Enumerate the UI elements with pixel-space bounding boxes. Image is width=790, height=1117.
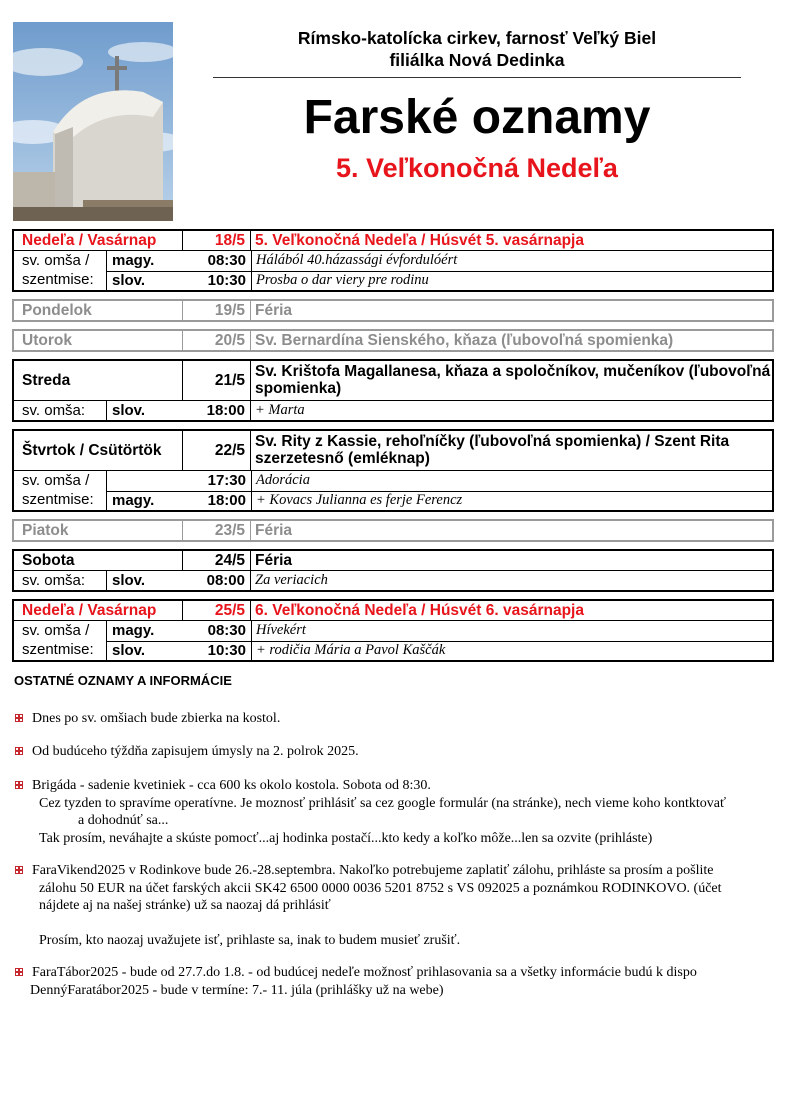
mass-time: 18:00 <box>206 402 245 419</box>
day-feast: Sv. Rity z Kassie, rehoľníčky (ľubovoľná spomienka) / Szent Rita szerzetesnő (emléknap) <box>250 431 772 470</box>
day-header <box>14 331 772 350</box>
note-text: Tak prosím, neváhajte a skúste pomocť...aj hodinka postačí...kto kedy a koľko môže...len sa ozvite (prihláste) <box>39 830 653 846</box>
day-name: Nedeľa / Vasárnap <box>22 602 157 619</box>
mass-language: magy. <box>112 252 155 269</box>
mass-row <box>106 491 772 510</box>
note-item <box>15 964 765 999</box>
mass-list <box>106 251 772 290</box>
note-text: zálohu 50 EUR na účet farských akcii SK42 6500 0000 0036 5201 8752 s VS 092025 a poznámkou RODINKOVO. (účet <box>39 880 722 896</box>
mass-time: 08:30 <box>207 622 246 639</box>
day-date: 25/5 <box>182 601 250 620</box>
note-text: Cez tyzden to spravíme operatívne. Je moznosť prihlásiť sa cez google formulár (na stránke), nech vieme koho kontktovať <box>39 795 727 811</box>
mass-label-hu: szentmise: <box>22 491 94 508</box>
mass-row <box>14 401 772 420</box>
mass-intention: Prosba o dar viery pre rodinu <box>251 271 772 290</box>
day-feast: Sv. Krištofa Magallanesa, kňaza a spoločníkov, mučeníkov (ľubovoľná spomienka) <box>250 361 772 400</box>
church-photo <box>13 22 173 221</box>
cross-bullet-icon <box>15 781 23 789</box>
note-item <box>15 743 765 761</box>
mass-row <box>106 251 772 272</box>
mass-label <box>14 621 106 660</box>
mass-rows <box>14 621 772 660</box>
day-date: 24/5 <box>182 551 250 570</box>
mass-time: 08:30 <box>207 252 246 269</box>
note-text: FaraVikend2025 v Rodinkove bude 26.-28.septembra. Nakoľko potrebujeme zaplatiť zálohu, prihláste sa prosím a pošlite <box>32 863 714 878</box>
note-text: nájdete aj na našej stránke) už sa naozaj dá prihlásiť <box>39 898 331 913</box>
schedule-day-wednesday <box>12 359 774 422</box>
day-header <box>14 551 772 571</box>
mass-list <box>106 621 772 660</box>
mass-intention: Hálából 40.házassági évfordulóért <box>251 251 772 271</box>
mass-time: 17:30 <box>207 472 246 489</box>
mass-label: sv. omša: <box>22 572 86 589</box>
day-name: Streda <box>22 371 71 389</box>
day-date: 19/5 <box>182 301 250 320</box>
day-date: 22/5 <box>182 431 250 470</box>
mass-row <box>106 621 772 642</box>
day-header <box>14 231 772 251</box>
schedule-day-tuesday <box>12 329 774 352</box>
cross-bullet-icon <box>15 747 23 755</box>
day-name: Utorok <box>22 332 72 349</box>
mass-intention: Za veriacich <box>250 571 772 590</box>
mass-rows <box>14 251 772 290</box>
mass-language: slov. <box>112 272 146 289</box>
note-text: DennýFaratábor2025 - bude v termíne: 7.- 11. júla (prihlášky už na webe) <box>30 982 444 998</box>
mass-time: 10:30 <box>207 642 246 659</box>
mass-language: slov. <box>106 571 180 590</box>
cross-bullet-icon <box>15 714 23 722</box>
mass-label <box>14 471 106 510</box>
note-text: a dohodnúť sa... <box>78 813 169 828</box>
mass-language: slov. <box>112 642 146 659</box>
day-name: Piatok <box>22 522 69 539</box>
day-header <box>14 521 772 540</box>
mass-time: 08:00 <box>206 572 245 589</box>
mass-time: 18:00 <box>207 492 246 509</box>
mass-row <box>106 471 772 492</box>
mass-label-hu: szentmise: <box>22 641 94 658</box>
day-header <box>14 431 772 471</box>
day-header <box>14 301 772 320</box>
note-item <box>15 710 765 728</box>
mass-label-sk: sv. omša / <box>22 472 90 489</box>
day-header <box>14 361 772 401</box>
day-feast: Féria <box>250 301 772 320</box>
day-date: 23/5 <box>182 521 250 540</box>
mass-rows <box>14 471 772 510</box>
note-text: Brigáda - sadenie kvetiniek - cca 600 ks okolo kostola. Sobota od 8:30. <box>32 778 431 793</box>
parish-name: Rímsko-katolícka cirkev, farnosť Veľký Biel <box>297 28 657 48</box>
mass-intention: Hívekért <box>251 621 772 641</box>
day-date: 18/5 <box>182 231 250 250</box>
mass-intention: + Marta <box>250 401 772 420</box>
filial-name: filiálka Nová Dedinka <box>389 50 565 70</box>
schedule-day-thursday <box>12 429 774 512</box>
mass-label <box>14 251 106 290</box>
mass-row <box>14 571 772 590</box>
day-name: Nedeľa / Vasárnap <box>22 232 157 249</box>
mass-label-hu: szentmise: <box>22 271 94 288</box>
schedule-day-sunday-18 <box>12 229 774 292</box>
mass-row <box>106 271 772 290</box>
header-divider <box>213 77 741 78</box>
day-name: Pondelok <box>22 302 92 319</box>
mass-language: slov. <box>106 401 180 420</box>
day-date: 20/5 <box>182 331 250 350</box>
schedule-day-sunday-25 <box>12 599 774 662</box>
day-feast: Féria <box>250 521 772 540</box>
schedule-day-monday <box>12 299 774 322</box>
mass-time: 10:30 <box>207 272 246 289</box>
mass-intention: Adorácia <box>251 471 772 491</box>
cross-bullet-icon <box>15 968 23 976</box>
schedule-day-friday <box>12 519 774 542</box>
day-feast: 5. Veľkonočná Nedeľa / Húsvét 5. vasárnapja <box>250 231 772 250</box>
mass-language: magy. <box>112 622 155 639</box>
mass-list <box>106 471 772 510</box>
schedule-day-saturday <box>12 549 774 592</box>
note-text: FaraTábor2025 - bude od 27.7.do 1.8. - od budúcej nedeľe možnosť prihlasovania sa a všetky informácie budú k dispo <box>32 965 697 980</box>
mass-label: sv. omša: <box>22 402 86 419</box>
notes-heading: OSTATNÉ OZNAMY A INFORMÁCIE <box>14 673 232 688</box>
mass-language <box>107 471 181 491</box>
day-date: 21/5 <box>182 361 250 400</box>
day-feast: Féria <box>250 551 772 570</box>
mass-label-sk: sv. omša / <box>22 622 90 639</box>
note-text: Prosím, kto naozaj uvažujete isť, prihlaste sa, inak to budem musieť zrušiť. <box>39 932 461 948</box>
page-subtitle: 5. Veľkonočná Nedeľa <box>336 153 618 183</box>
day-name: Štvrtok / Csütörtök <box>22 441 162 459</box>
mass-label-sk: sv. omša / <box>22 252 90 269</box>
note-item <box>15 777 765 847</box>
mass-language: magy. <box>112 492 155 509</box>
note-text: Od budúceho týždňa zapisujem úmysly na 2. polrok 2025. <box>32 744 359 759</box>
day-feast: Sv. Bernardína Sienského, kňaza (ľubovoľná spomienka) <box>250 331 772 350</box>
mass-intention: + Kovacs Julianna es ferje Ferencz <box>251 491 772 510</box>
day-header <box>14 601 772 621</box>
mass-intention: + rodičia Mária a Pavol Kaščák <box>251 641 772 660</box>
page-title: Farské oznamy <box>303 91 651 144</box>
day-feast: 6. Veľkonočná Nedeľa / Húsvét 6. vasárnapja <box>250 601 772 620</box>
cross-bullet-icon <box>15 866 23 874</box>
note-item <box>15 862 765 949</box>
day-name: Sobota <box>22 552 75 569</box>
mass-row <box>106 641 772 660</box>
note-text: Dnes po sv. omšiach bude zbierka na kostol. <box>32 711 281 726</box>
